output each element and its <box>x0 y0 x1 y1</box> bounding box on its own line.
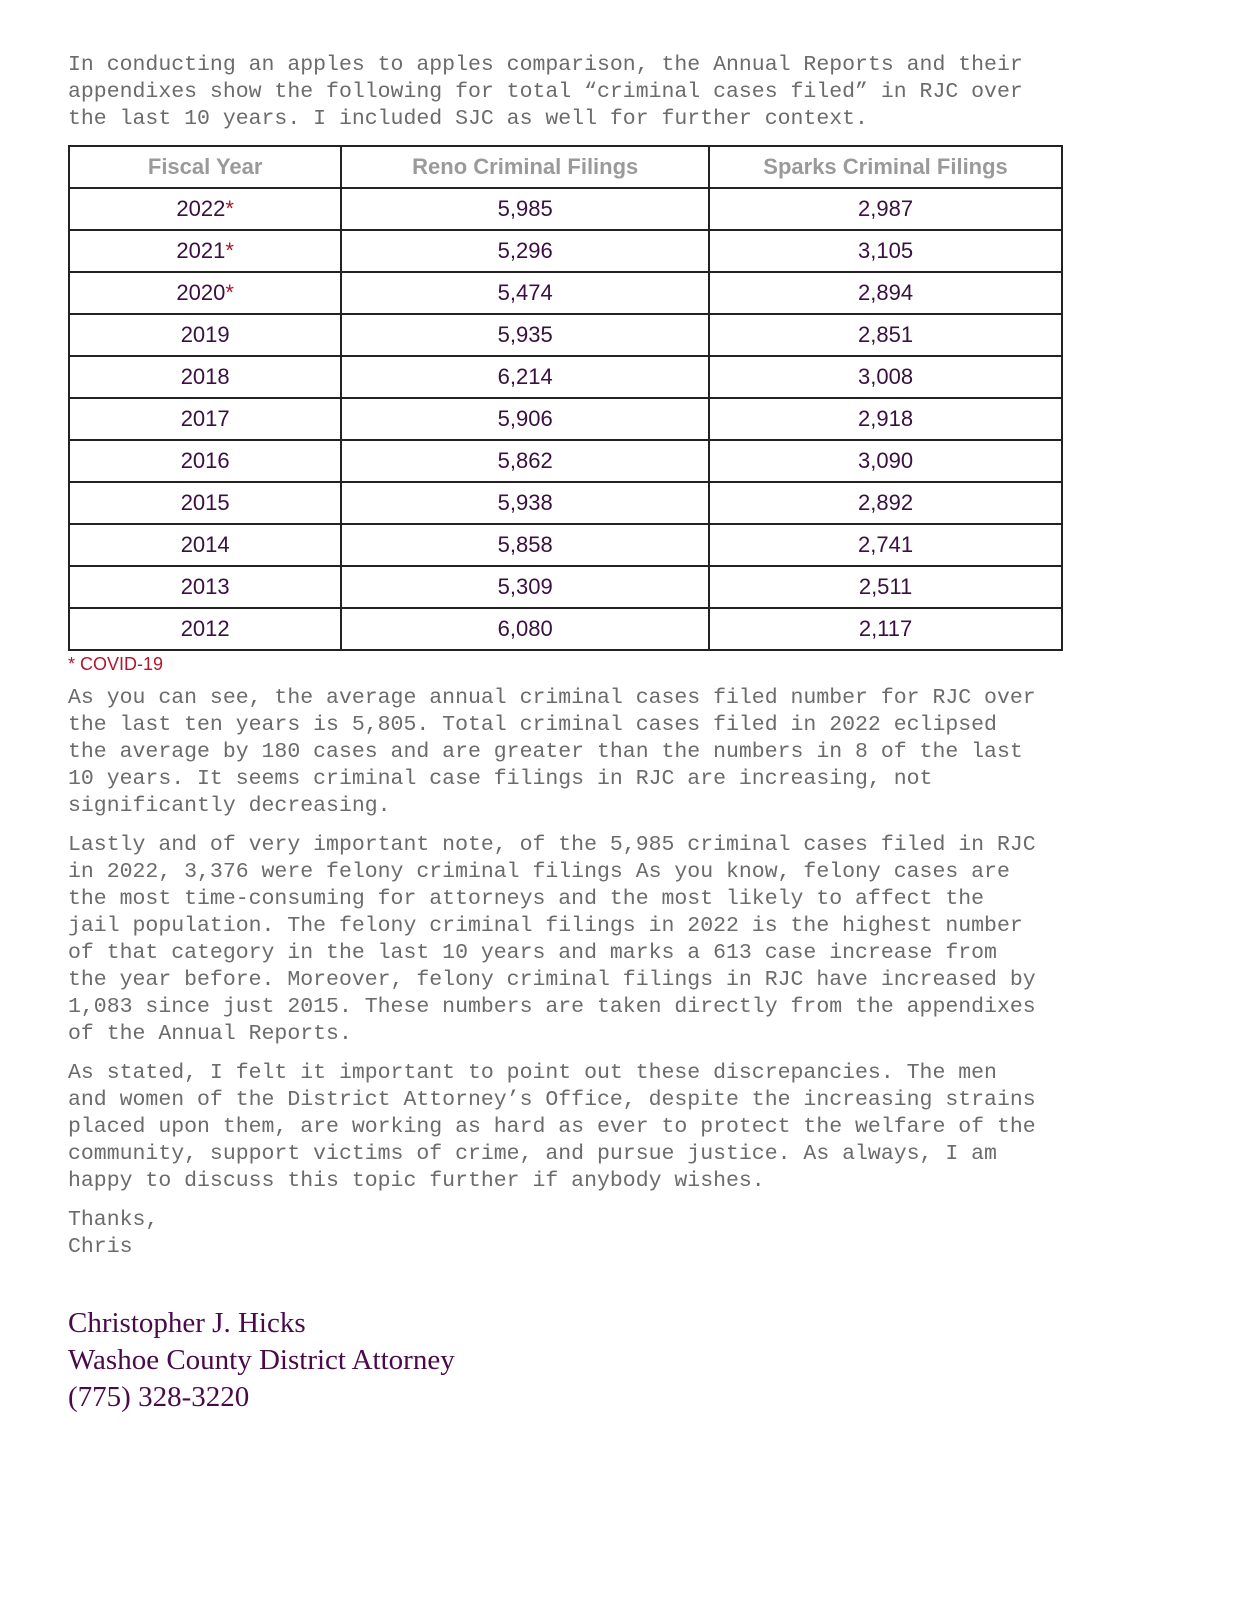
table-row <box>69 566 1062 608</box>
table-header-row <box>69 146 1062 188</box>
cell-fiscal-year <box>69 356 341 398</box>
cell-sparks-filings: 2,987 <box>709 188 1062 230</box>
cell-reno-filings: 5,862 <box>341 440 709 482</box>
paragraph-conclusion: As stated, I felt it important to point out these discrepancies. The men and women of the District Attorney’s Office, despite the increasing strains placed upon them, are working as hard as ever to protect the welfare of the community, support victims of crime, and pursue justice. As always, I am happy to discuss this topic further if anybody wishes. <box>68 1061 1036 1193</box>
cell-sparks-filings: 3,105 <box>709 230 1062 272</box>
cell-fiscal-year <box>69 482 341 524</box>
fiscal-year-value: 2017 <box>180 406 230 431</box>
table-row <box>69 188 1062 230</box>
signature-name: Christopher J. Hicks <box>68 1307 306 1339</box>
cell-reno-filings: 5,474 <box>341 272 709 314</box>
cell-reno-filings: 6,080 <box>341 608 709 650</box>
covid-marker: * <box>225 196 234 221</box>
covid-footnote: * COVID-19 <box>68 654 164 674</box>
cell-fiscal-year <box>69 272 341 314</box>
signature-block <box>68 1305 1178 1416</box>
cell-reno-filings: 5,296 <box>341 230 709 272</box>
cell-fiscal-year <box>69 566 341 608</box>
cell-sparks-filings: 2,117 <box>709 608 1062 650</box>
closing: Thanks, Chris <box>68 1208 159 1259</box>
fiscal-year-value: 2022 <box>176 196 226 221</box>
table-row <box>69 398 1062 440</box>
fiscal-year-value: 2018 <box>180 364 230 389</box>
filings-table <box>68 145 1063 651</box>
cell-sparks-filings: 2,892 <box>709 482 1062 524</box>
cell-reno-filings: 6,214 <box>341 356 709 398</box>
cell-fiscal-year <box>69 608 341 650</box>
cell-reno-filings: 5,938 <box>341 482 709 524</box>
cell-fiscal-year <box>69 440 341 482</box>
cell-sparks-filings: 2,851 <box>709 314 1062 356</box>
table-row <box>69 314 1062 356</box>
cell-sparks-filings: 2,511 <box>709 566 1062 608</box>
cell-sparks-filings: 3,090 <box>709 440 1062 482</box>
fiscal-year-value: 2015 <box>180 490 230 515</box>
cell-fiscal-year <box>69 524 341 566</box>
cell-fiscal-year <box>69 230 341 272</box>
table-row <box>69 608 1062 650</box>
fiscal-year-value: 2019 <box>180 322 230 347</box>
table-row <box>69 482 1062 524</box>
table-row <box>69 356 1062 398</box>
fiscal-year-value: 2013 <box>180 574 230 599</box>
fiscal-year-value: 2012 <box>180 616 230 641</box>
fiscal-year-value: 2021 <box>176 238 226 263</box>
fiscal-year-value: 2020 <box>176 280 226 305</box>
fiscal-year-value: 2016 <box>180 448 230 473</box>
cell-fiscal-year <box>69 398 341 440</box>
cell-reno-filings: 5,906 <box>341 398 709 440</box>
header-fiscal-year: Fiscal Year <box>69 146 341 188</box>
signature-phone: (775) 328-3220 <box>68 1381 250 1413</box>
cell-fiscal-year <box>69 188 341 230</box>
document-page <box>68 52 1178 1416</box>
table-row <box>69 230 1062 272</box>
paragraph-average: As you can see, the average annual criminal cases filed number for RJC over the last ten years is 5,805. Total criminal cases filed in 2022 eclipsed the average by 180 cases and are greater than the numbers in 8 of the last 10 years. It seems criminal case filings in RJC are increasing, not significantly decreasing. <box>68 686 1036 818</box>
cell-sparks-filings: 2,918 <box>709 398 1062 440</box>
cell-sparks-filings: 3,008 <box>709 356 1062 398</box>
cell-sparks-filings: 2,741 <box>709 524 1062 566</box>
header-sparks-filings: Sparks Criminal Filings <box>709 146 1062 188</box>
signature-title: Washoe County District Attorney <box>68 1344 455 1376</box>
covid-marker: * <box>225 280 234 305</box>
table-row <box>69 440 1062 482</box>
cell-reno-filings: 5,935 <box>341 314 709 356</box>
covid-marker: * <box>225 238 234 263</box>
cell-reno-filings: 5,309 <box>341 566 709 608</box>
table-row <box>69 524 1062 566</box>
header-reno-filings: Reno Criminal Filings <box>341 146 709 188</box>
fiscal-year-value: 2014 <box>180 532 230 557</box>
cell-fiscal-year <box>69 314 341 356</box>
cell-reno-filings: 5,858 <box>341 524 709 566</box>
cell-sparks-filings: 2,894 <box>709 272 1062 314</box>
cell-reno-filings: 5,985 <box>341 188 709 230</box>
intro-paragraph: In conducting an apples to apples comparison, the Annual Reports and their appendixes show the following for total “criminal cases filed” in RJC over the last 10 years. I included SJC as well for further context. <box>68 53 1023 131</box>
table-row <box>69 272 1062 314</box>
paragraph-felony: Lastly and of very important note, of the 5,985 criminal cases filed in RJC in 2022, 3,376 were felony criminal filings As you know, felony cases are the most time-consuming for attorneys and the most likely to affect the jail population. The felony criminal filings in 2022 is the highest number of that category in the last 10 years and marks a 613 case increase from the year before. Moreover, felony criminal filings in RJC have increased by 1,083 since just 2015. These numbers are taken directly from the appendixes of the Annual Reports. <box>68 833 1036 1046</box>
table-body <box>69 188 1062 650</box>
